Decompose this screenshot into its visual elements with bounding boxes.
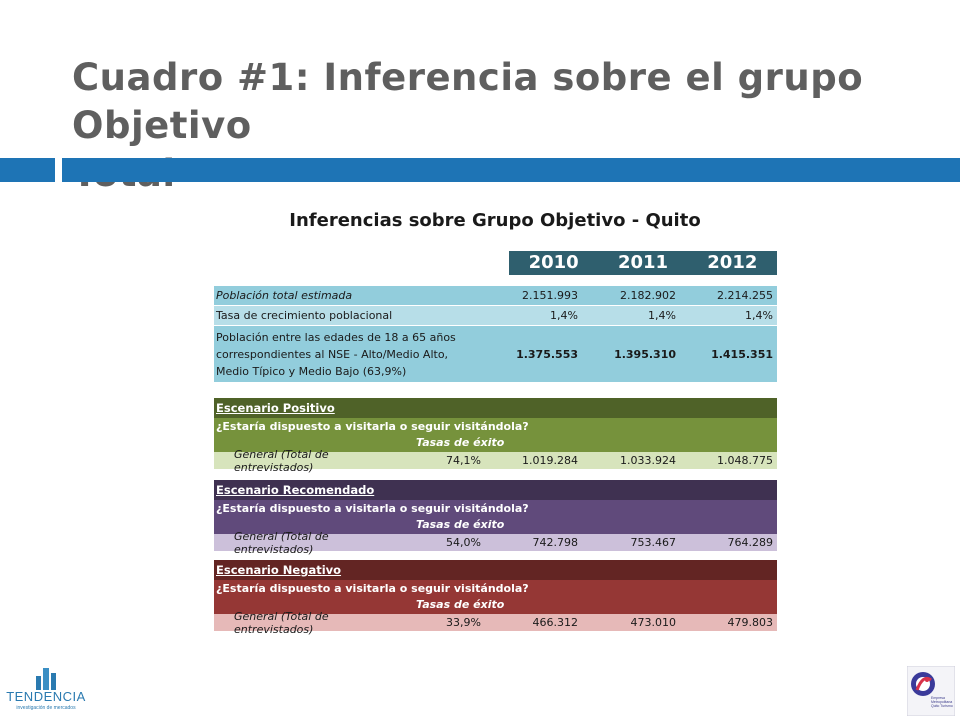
cell-2010: 742.798 bbox=[532, 536, 578, 549]
scenario-recommended bbox=[214, 480, 777, 556]
year-2011: 2011 bbox=[617, 252, 669, 273]
year-2012: 2012 bbox=[707, 252, 758, 273]
question-text: ¿Estaría dispuesto a visitarla o seguir visitándola? bbox=[216, 582, 529, 595]
cell-2011: 1.033.924 bbox=[620, 454, 676, 467]
success-rate: 74,1% bbox=[446, 454, 481, 467]
quito-turismo-logo bbox=[907, 666, 955, 716]
scenario-name: Escenario Recomendado bbox=[216, 483, 375, 497]
question-text: ¿Estaría dispuesto a visitarla o seguir visitándola? bbox=[216, 502, 529, 515]
general-label: General (Total de entrevistados) bbox=[234, 447, 329, 474]
row-label-line: Población entre las edades de 18 a 65 años bbox=[216, 330, 456, 344]
rates-label: Tasas de éxito bbox=[416, 436, 505, 449]
scenario-title bbox=[214, 480, 777, 500]
cell-2012: 1,4% bbox=[745, 309, 773, 322]
general-label: General (Total de entrevistados) bbox=[234, 529, 329, 556]
cell-2010: 1.375.553 bbox=[516, 347, 578, 361]
cell-2011: 2.182.902 bbox=[620, 289, 676, 302]
row-label: Tasa de crecimiento poblacional bbox=[216, 309, 393, 322]
success-rate: 54,0% bbox=[446, 536, 481, 549]
accent-bar-left bbox=[0, 158, 55, 182]
question-text: ¿Estaría dispuesto a visitarla o seguir visitándola? bbox=[216, 420, 529, 433]
rates-label: Tasas de éxito bbox=[416, 518, 505, 531]
scenario-title bbox=[214, 560, 777, 580]
scenario-title bbox=[214, 398, 777, 418]
cell-2010: 2.151.993 bbox=[522, 289, 578, 302]
general-label: General (Total de entrevistados) bbox=[234, 609, 329, 636]
success-rate: 33,9% bbox=[446, 616, 481, 629]
cell-2012: 1.415.351 bbox=[711, 347, 773, 361]
population-row-total bbox=[214, 286, 777, 306]
logo-caption: Empresa Metropolitana Quito Turismo bbox=[931, 696, 953, 708]
accent-bar-right bbox=[62, 158, 960, 182]
table-title: Inferencias sobre Grupo Objetivo - Quito bbox=[289, 210, 701, 231]
cell-2012: 2.214.255 bbox=[717, 289, 773, 302]
cell-2010: 1,4% bbox=[550, 309, 578, 322]
cell-2011: 473.010 bbox=[630, 616, 676, 629]
row-label bbox=[214, 329, 484, 380]
quito-turismo-emblem-icon bbox=[907, 666, 955, 716]
rates-label: Tasas de éxito bbox=[416, 598, 505, 611]
cell-2012: 1.048.775 bbox=[717, 454, 773, 467]
scenario-name: Escenario Negativo bbox=[216, 563, 342, 577]
cell-2011: 753.467 bbox=[630, 536, 676, 549]
population-block bbox=[214, 286, 777, 382]
slide-title-line-1: Cuadro #1: Inferencia sobre el grupo Objetivo bbox=[72, 56, 864, 147]
scenario-general-row bbox=[214, 529, 777, 556]
tendencia-logo bbox=[4, 668, 88, 716]
cell-2011: 1,4% bbox=[648, 309, 676, 322]
cell-2012: 479.803 bbox=[727, 616, 773, 629]
year-2010: 2010 bbox=[528, 252, 579, 273]
row-label: Población total estimada bbox=[216, 289, 353, 302]
scenario-positive bbox=[214, 398, 777, 474]
scenario-general-row bbox=[214, 447, 777, 474]
cell-2012: 764.289 bbox=[727, 536, 773, 549]
logo-name: TENDENCIA bbox=[6, 689, 86, 704]
scenario-general-row bbox=[214, 609, 777, 636]
row-label-line: Medio Típico y Medio Bajo (63,9%) bbox=[216, 364, 407, 378]
population-row-growth bbox=[214, 306, 777, 326]
row-label-line: correspondientes al NSE - Alto/Medio Alto, bbox=[216, 347, 449, 361]
logo-tagline: investigación de mercados bbox=[16, 705, 76, 711]
cell-2010: 466.312 bbox=[532, 616, 578, 629]
population-row-target bbox=[214, 326, 777, 382]
cell-2010: 1.019.284 bbox=[522, 454, 578, 467]
building-icon bbox=[34, 668, 58, 690]
years-header bbox=[509, 251, 777, 275]
scenario-name: Escenario Positivo bbox=[216, 401, 335, 415]
scenario-negative bbox=[214, 560, 777, 636]
cell-2011: 1.395.310 bbox=[614, 347, 676, 361]
